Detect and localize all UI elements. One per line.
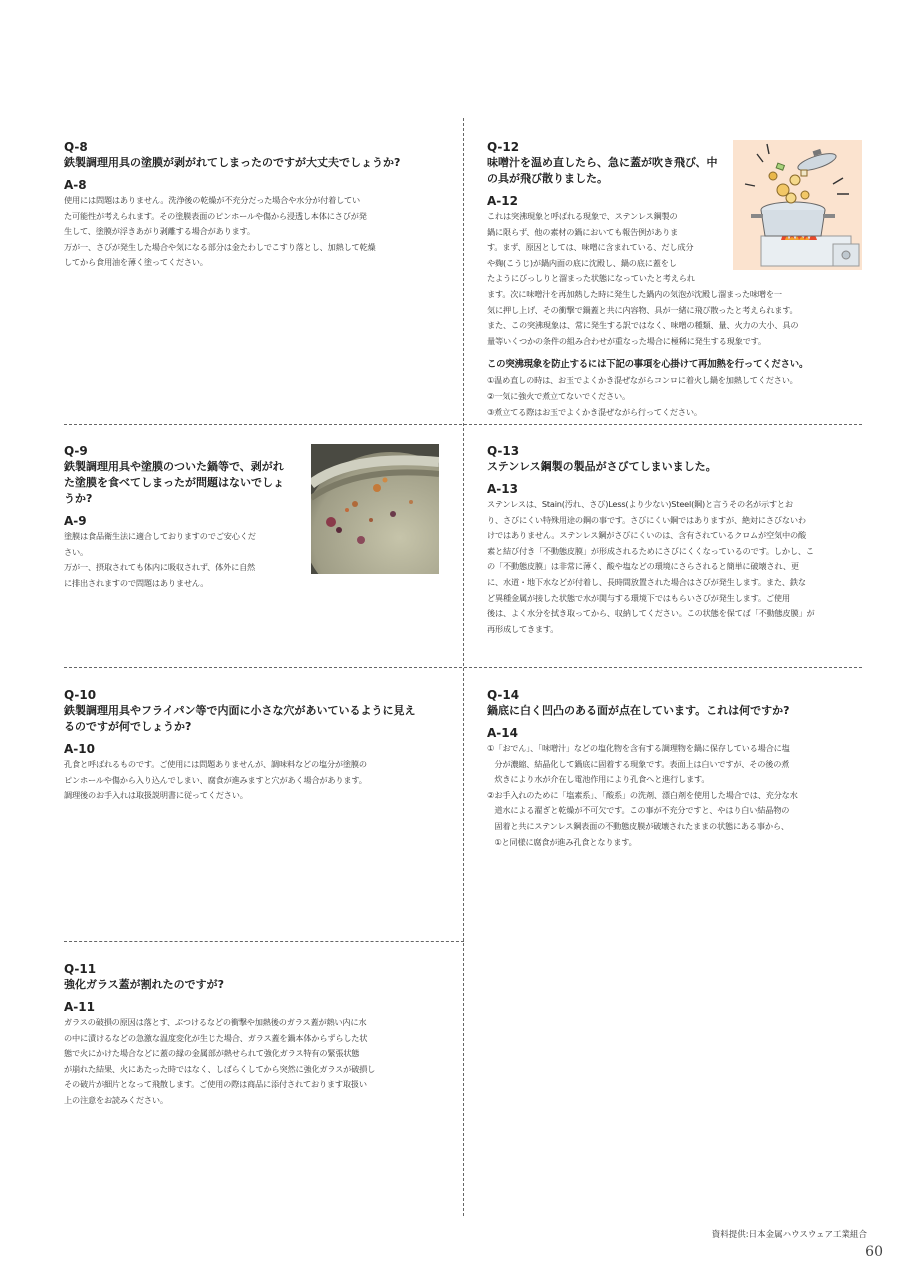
a14-item-2 xyxy=(487,788,867,850)
answer-line: ガラスの破損の原因は落とす、ぶつけるなどの衝撃や加熱後のガラス蓋が熱い内に水 xyxy=(64,1017,367,1027)
peeled-coating-photo xyxy=(311,444,439,574)
answer-line: の中に漬けるなどの急激な温度変化が生じた場合、ガラス蓋を鍋本体からずらした状 xyxy=(64,1032,368,1043)
answer-line: ステンレスは、Stain(汚れ、さび)Less(より少ない)Steel(鋼)と言うその名が示すとお xyxy=(487,499,793,509)
q9-question-line: うか? xyxy=(64,492,93,505)
row-divider-2 xyxy=(64,667,862,668)
answer-line: 固着と共にステンレス鋼表面の不動態皮膜が破壊されたままの状態にある事から、 xyxy=(494,820,789,831)
faq-q14 xyxy=(487,688,867,850)
faq-q8 xyxy=(64,140,444,271)
answer-line: に、水道・地下水などが付着し、長時間放置された場合はさびが発生します。また、鉄な xyxy=(487,576,806,587)
answer-line: 万が一、摂取されても体内に吸収されず、体外に自然 xyxy=(64,562,256,573)
answer-line: 分が濃縮、結晶化して鍋底に固着する現象です。表面上は白いですが、その後の煮 xyxy=(494,758,790,769)
a9-label: A-9 xyxy=(64,514,87,528)
row-divider-3 xyxy=(64,941,464,942)
a11-answer xyxy=(64,1015,444,1109)
q13-label: Q-13 xyxy=(487,444,520,458)
q9-question-line: 鉄製調理用具や塗膜のついた鍋等で、剥がれ xyxy=(64,460,284,473)
q10-label: Q-10 xyxy=(64,688,97,702)
q9-label: Q-9 xyxy=(64,444,88,458)
q10-question-line: 鉄製調理用具やフライパン等で内面に小さな穴があいているように見え xyxy=(64,704,416,717)
answer-line: 万が一、さびが発生した場合や気になる部分は金たわしでこすり落とし、加熱して乾燥 xyxy=(64,241,376,252)
answer-line: や麹(こうじ)が鍋内面の底に沈殿し、鍋の底に蓋をし xyxy=(487,257,677,268)
answer-line: 炊きにより水が介在し電池作用により孔食へと進行します。 xyxy=(494,774,710,785)
answer-line: 調理後のお手入れは取扱説明書に従ってください。 xyxy=(64,790,248,801)
a9-answer xyxy=(64,529,304,591)
item-number: ① xyxy=(487,743,495,753)
page-number: 60 xyxy=(865,1244,883,1260)
a11-label: A-11 xyxy=(64,1000,95,1014)
a13-label: A-13 xyxy=(487,482,518,496)
q12-question-line: 味噌汁を温め直したら、急に蓋が吹き飛び、中 xyxy=(487,156,718,169)
answer-line: ①と同様に腐食が進み孔食となります。 xyxy=(494,836,637,847)
answer-line: けではありません。ステンレス鋼がさびにくいのは、含有されているクロムが空気中の酸 xyxy=(487,530,806,541)
a8-answer xyxy=(64,193,444,271)
prevention-list xyxy=(487,373,867,420)
answer-line: お手入れのために「塩素系」、「酸系」の洗剤、漂白剤を使用した場合では、充分な水 xyxy=(494,789,798,800)
answer-line: さい。 xyxy=(64,546,88,557)
prevention-heading: この突沸現象を防止するには下記の事項を心掛けて再加熱を行ってください。 xyxy=(487,359,809,371)
a10-answer xyxy=(64,757,444,804)
answer-line: また、この突沸現象は、常に発生する訳ではなく、味噌の種類、量、火力の大小、具の xyxy=(487,320,799,331)
answer-line: が崩れた結果、火にあたった時ではなく、しばらくしてから突然に強化ガラスが破損し xyxy=(64,1063,376,1074)
a8-label: A-8 xyxy=(64,178,87,192)
q12-question-line: の具が飛び散りました。 xyxy=(487,172,608,185)
item-number: ② xyxy=(487,789,495,800)
answer-line: 「おでん」、「味噌汁」などの塩化物を含有する調理物を鍋に保存している場合に塩 xyxy=(494,743,790,753)
q8-label: Q-8 xyxy=(64,140,88,154)
answer-line: その破片が細片となって飛散します。ご使用の際は商品に添付されております取扱い xyxy=(64,1079,367,1090)
a12-label: A-12 xyxy=(487,194,518,208)
answer-line: 生して、塗膜が浮きあがり剥離する場合があります。 xyxy=(64,226,255,237)
prevention-item: ②一気に強火で煮立てないでください。 xyxy=(487,390,630,401)
q11-question: 強化ガラス蓋が割れたのですが? xyxy=(64,978,225,991)
answer-line: り、さびにくい特殊用途の鋼の事です。さびにくい鋼ではありますが、絶対にさびないわ xyxy=(487,514,806,525)
q14-label: Q-14 xyxy=(487,688,520,702)
answer-line: ピンホールや傷から入り込んでしまい、腐食が進みますと穴があく場合があります。 xyxy=(64,774,367,785)
answer-line: 量等いくつかの条件の組み合わせが重なった場合に極稀に発生する現象です。 xyxy=(487,335,766,346)
answer-line: 後は、よく水分を拭き取ってから、収納してください。この状態を保てば「不動態皮膜」が xyxy=(487,608,815,619)
answer-line: の「不動態皮膜」は非常に薄く、酸や塩などの環境にさらされると簡単に破壊され、更 xyxy=(487,561,799,572)
answer-line: ます。次に味噌汁を再加熱した時に発生した鍋内の気泡が沈殿し溜まった味噌を一 xyxy=(487,288,782,299)
answer-line: ど異種金属が接した状態で水が関与する環境下ではもらいさびが発生します。ご使用 xyxy=(487,592,790,603)
q9-question-line: た塗膜を食べてしまったが問題はないでしょ xyxy=(64,476,284,489)
answer-line: 鍋に限らず、他の素材の鍋においても報告例がありま xyxy=(487,226,679,237)
a10-label: A-10 xyxy=(64,742,95,756)
answer-line: 塗膜は食品衛生法に適合しておりますのでご安心くだ xyxy=(64,531,256,541)
q11-label: Q-11 xyxy=(64,962,97,976)
q14-question: 鍋底に白く凹凸のある面が点在しています。これは何ですか? xyxy=(487,704,790,717)
faq-q10 xyxy=(64,688,444,804)
row-divider-1 xyxy=(64,424,862,425)
q8-question: 鉄製調理用具の塗膜が剥がれてしまったのですが大丈夫でしょうか? xyxy=(64,156,401,169)
answer-line: 孔食と呼ばれるものです。ご使用には問題ありませんが、調味料などの塩分が塗膜の xyxy=(64,759,367,769)
answer-line: たようにびっしりと溜まった状態になっていたと考えられ xyxy=(487,273,695,284)
prevention-item: ①温め直しの時は、お玉でよくかき混ぜながらコンロに着火し鍋を加熱してください。 xyxy=(487,375,798,386)
answer-line: 使用には問題はありません。洗浄後の乾燥が不充分だった場合や水分が付着してい xyxy=(64,195,361,205)
faq-q9 xyxy=(64,444,304,591)
answer-line: してから食用油を薄く塗ってください。 xyxy=(64,257,208,268)
answer-line: す。まず、原因としては、味噌に含まれている、だし成分 xyxy=(487,242,694,253)
a13-answer xyxy=(487,497,867,637)
answer-line: に排出されますので問題はありません。 xyxy=(64,577,209,588)
answer-line: 道水による濯ぎと乾燥が不可欠です。この事が不充分ですと、やはり白い結晶物の xyxy=(494,805,790,816)
q12-label: Q-12 xyxy=(487,140,520,154)
q10-question-line: るのですが何でしょうか? xyxy=(64,720,192,733)
boiling-pot-illustration xyxy=(733,140,862,270)
source-credit: 資料提供:日本金属ハウスウェア工業組合 xyxy=(711,1230,867,1240)
answer-line: これは突沸現象と呼ばれる現象で、ステンレス鋼製の xyxy=(487,211,678,221)
a14-label: A-14 xyxy=(487,726,518,740)
a14-item-1 xyxy=(487,741,867,788)
q13-question: ステンレス鋼製の製品がさびてしまいました。 xyxy=(487,460,717,473)
answer-line: 態で火にかけた場合などに蓋の縁の金属部が熱せられて強化ガラス特有の緊張状態 xyxy=(64,1048,360,1059)
faq-q13 xyxy=(487,444,867,637)
answer-line: 再形成してきます。 xyxy=(487,623,559,634)
answer-line: 気に押し上げ、その衝撃で鍋蓋と共に内容物、具が一緒に飛び散ったと考えられます。 xyxy=(487,304,798,315)
answer-line: 上の注意をお読みください。 xyxy=(64,1094,168,1105)
faq-q11 xyxy=(64,962,444,1109)
answer-line: 素と結び付き「不動態皮膜」が形成されるためにさびにくくなっているのです。しかし、こ xyxy=(487,545,814,556)
prevention-item: ③煮立てる際はお玉でよくかき混ぜながら行ってください。 xyxy=(487,406,702,417)
answer-line: た可能性が考えられます。その塗膜表面のピンホールや傷から浸透し本体にさびが発 xyxy=(64,210,367,221)
